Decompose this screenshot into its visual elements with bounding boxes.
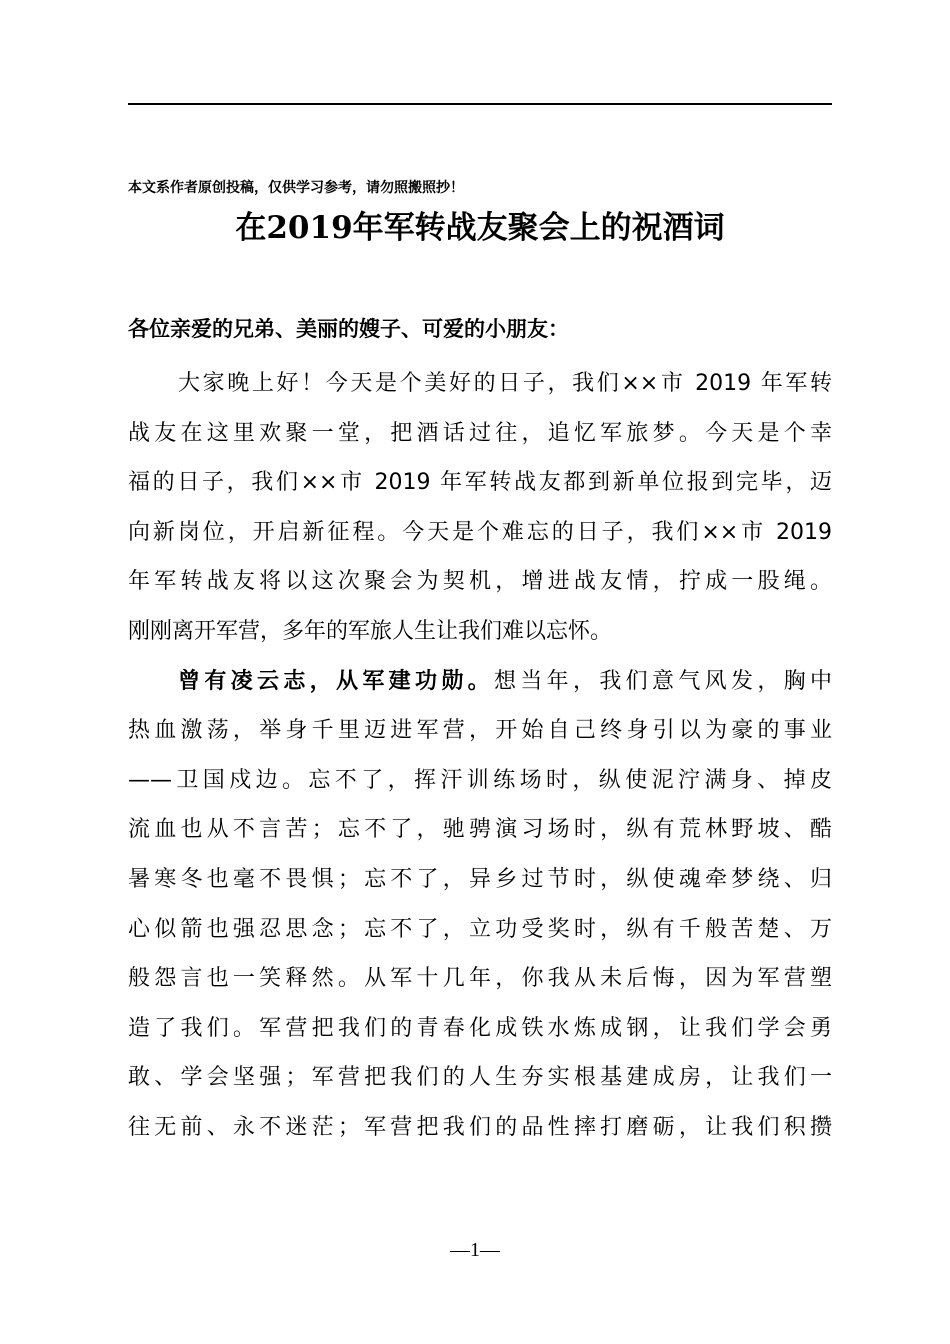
paragraph-line: 大家晚上好！今天是个美好的日子，我们××市 2019 年军转 <box>178 371 832 396</box>
paragraph-line: 造了我们。军营把我们的青春化成铁水炼成钢，让我们学会勇 <box>128 1015 832 1041</box>
paragraph-line: ——卫国戍边。忘不了，挥汗训练场时，纵使泥泞满身、掉皮 <box>128 767 832 793</box>
paragraph-line: 敢、学会坚强；军营把我们的人生夯实根基建成房，让我们一 <box>128 1065 832 1091</box>
paragraph-line: 心似箭也强忍思念；忘不了，立功受奖时，纵有千般苦楚、万 <box>128 916 832 942</box>
paragraph-line: 战友在这里欢聚一堂，把酒话过往，追忆军旅梦。今天是个幸 <box>128 420 832 446</box>
paragraph-line: 往无前、永不迷茫；军营把我们的品性摔打磨砺，让我们积攒 <box>128 1114 832 1140</box>
document-body <box>128 359 832 1153</box>
paragraph-line: 刚刚离开军营，多年的军旅人生让我们难以忘怀。 <box>128 618 613 644</box>
paragraph-line: 福的日子，我们××市 2019 年军转战友都到新单位报到完毕，迈 <box>128 470 832 496</box>
document-title: 在2019年军转战友聚会上的祝酒词 <box>235 210 725 246</box>
page-number: —1— <box>450 1239 500 1261</box>
disclaimer-note: 本文系作者原创投稿，仅供学习参考，请勿照搬照抄！ <box>128 180 464 196</box>
paragraph-line <box>128 657 832 707</box>
paragraph-lead: 曾有凌云志，从军建功勋。 <box>178 668 494 694</box>
header-rule <box>128 103 832 105</box>
salutation: 各位亲爱的兄弟、美丽的嫂子、可爱的小朋友： <box>128 317 569 341</box>
paragraph-line: 向新岗位，开启新征程。今天是个难忘的日子，我们××市 2019 <box>128 519 832 545</box>
paragraph-line: 流血也从不言苦；忘不了，驰骋演习场时，纵有荒林野坡、酷 <box>128 817 832 843</box>
paragraph-text: 想当年，我们意气风发，胸中 <box>494 668 832 694</box>
paragraph-line: 般怨言也一笑释然。从军十几年，你我从未后悔，因为军营塑 <box>128 966 832 992</box>
paragraph-line: 热血激荡，举身千里迈进军营，开始自己终身引以为豪的事业 <box>128 718 832 744</box>
paragraph-line: 年军转战友将以这次聚会为契机，增进战友情，拧成一股绳。 <box>128 569 832 595</box>
paragraph-line: 暑寒冬也毫不畏惧；忘不了，异乡过节时，纵使魂牵梦绕、归 <box>128 866 832 892</box>
